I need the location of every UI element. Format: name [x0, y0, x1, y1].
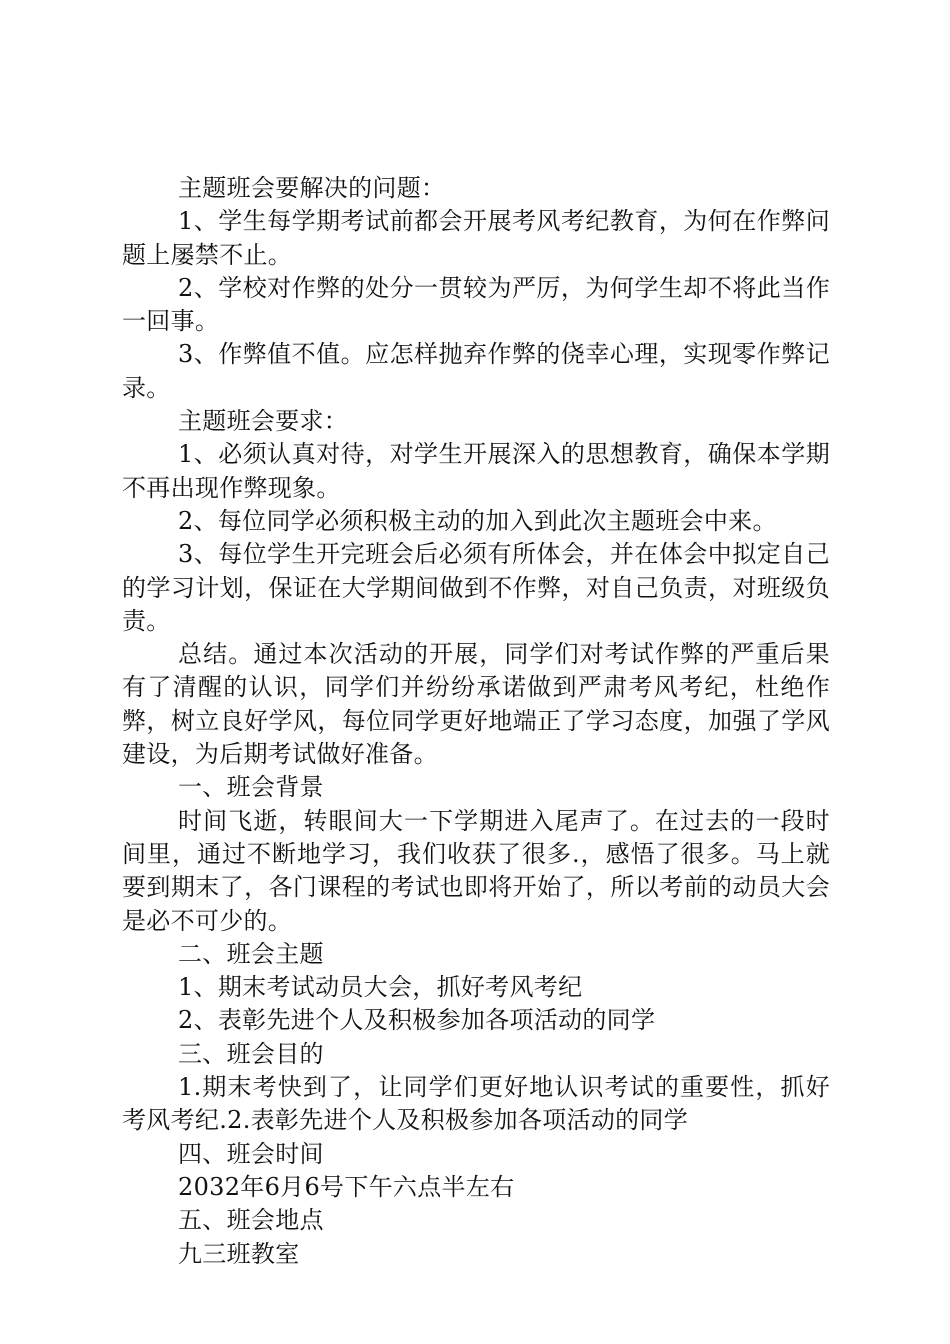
document-body [122, 172, 830, 1271]
background-paragraph: 时间飞逝，转眼间大一下学期进入尾声了。在过去的一段时间里，通过不断地学习，我们收获了很多.，感悟了很多。马上就要到期末了，各门课程的考试也即将开始了，所以考前的动员大会是必不可少的。 [122, 806, 830, 935]
requirement-item-2: 2、每位同学必须积极主动的加入到此次主题班会中来。 [178, 506, 777, 535]
issue-item-2: 2、学校对作弊的处分一贯较为严厉，为何学生却不将此当作一回事。 [122, 273, 830, 336]
section-heading-time: 四、班会时间 [178, 1139, 324, 1168]
section-heading-location: 五、班会地点 [178, 1206, 324, 1235]
issue-item-1: 1、学生每学期考试前都会开展考风考纪教育，为何在作弊问题上屡禁不止。 [122, 207, 830, 269]
section-heading-theme: 二、班会主题 [178, 939, 324, 968]
issue-item-3: 3、作弊值不值。应怎样抛弃作弊的侥幸心理，实现零作弊记录。 [122, 340, 830, 402]
purpose-paragraph: 1.期末考快到了，让同学们更好地认识考试的重要性，抓好考风考纪.2.表彰先进个人及积极参加各项活动的同学 [122, 1073, 830, 1135]
section-heading-background: 一、班会背景 [178, 773, 324, 802]
heading-issues: 主题班会要解决的问题： [178, 174, 446, 202]
requirement-item-1: 1、必须认真对待，对学生开展深入的思想教育，确保本学期不再出现作弊现象。 [122, 440, 830, 502]
heading-requirements: 主题班会要求： [178, 407, 349, 436]
section-heading-purpose: 三、班会目的 [178, 1039, 324, 1068]
theme-item-1: 1、期末考试动员大会，抓好考风考纪 [178, 973, 583, 1002]
summary-paragraph: 总结。通过本次活动的开展，同学们对考试作弊的严重后果有了清醒的认识，同学们并纷纷承诺做到严肃考风考纪，杜绝作弊，树立良好学风，每位同学更好地端正了学习态度，加强了学风建设，为后期考试做好准备。 [122, 640, 830, 769]
location-value: 九三班教室 [178, 1239, 300, 1268]
theme-item-2: 2、表彰先进个人及积极参加各项活动的同学 [178, 1006, 656, 1035]
time-value: 2032年6月6号下午六点半左右 [178, 1172, 515, 1201]
requirement-item-3: 3、每位学生开完班会后必须有所体会，并在体会中拟定自己的学习计划，保证在大学期间做到不作弊，对自己负责，对班级负责。 [122, 540, 830, 635]
